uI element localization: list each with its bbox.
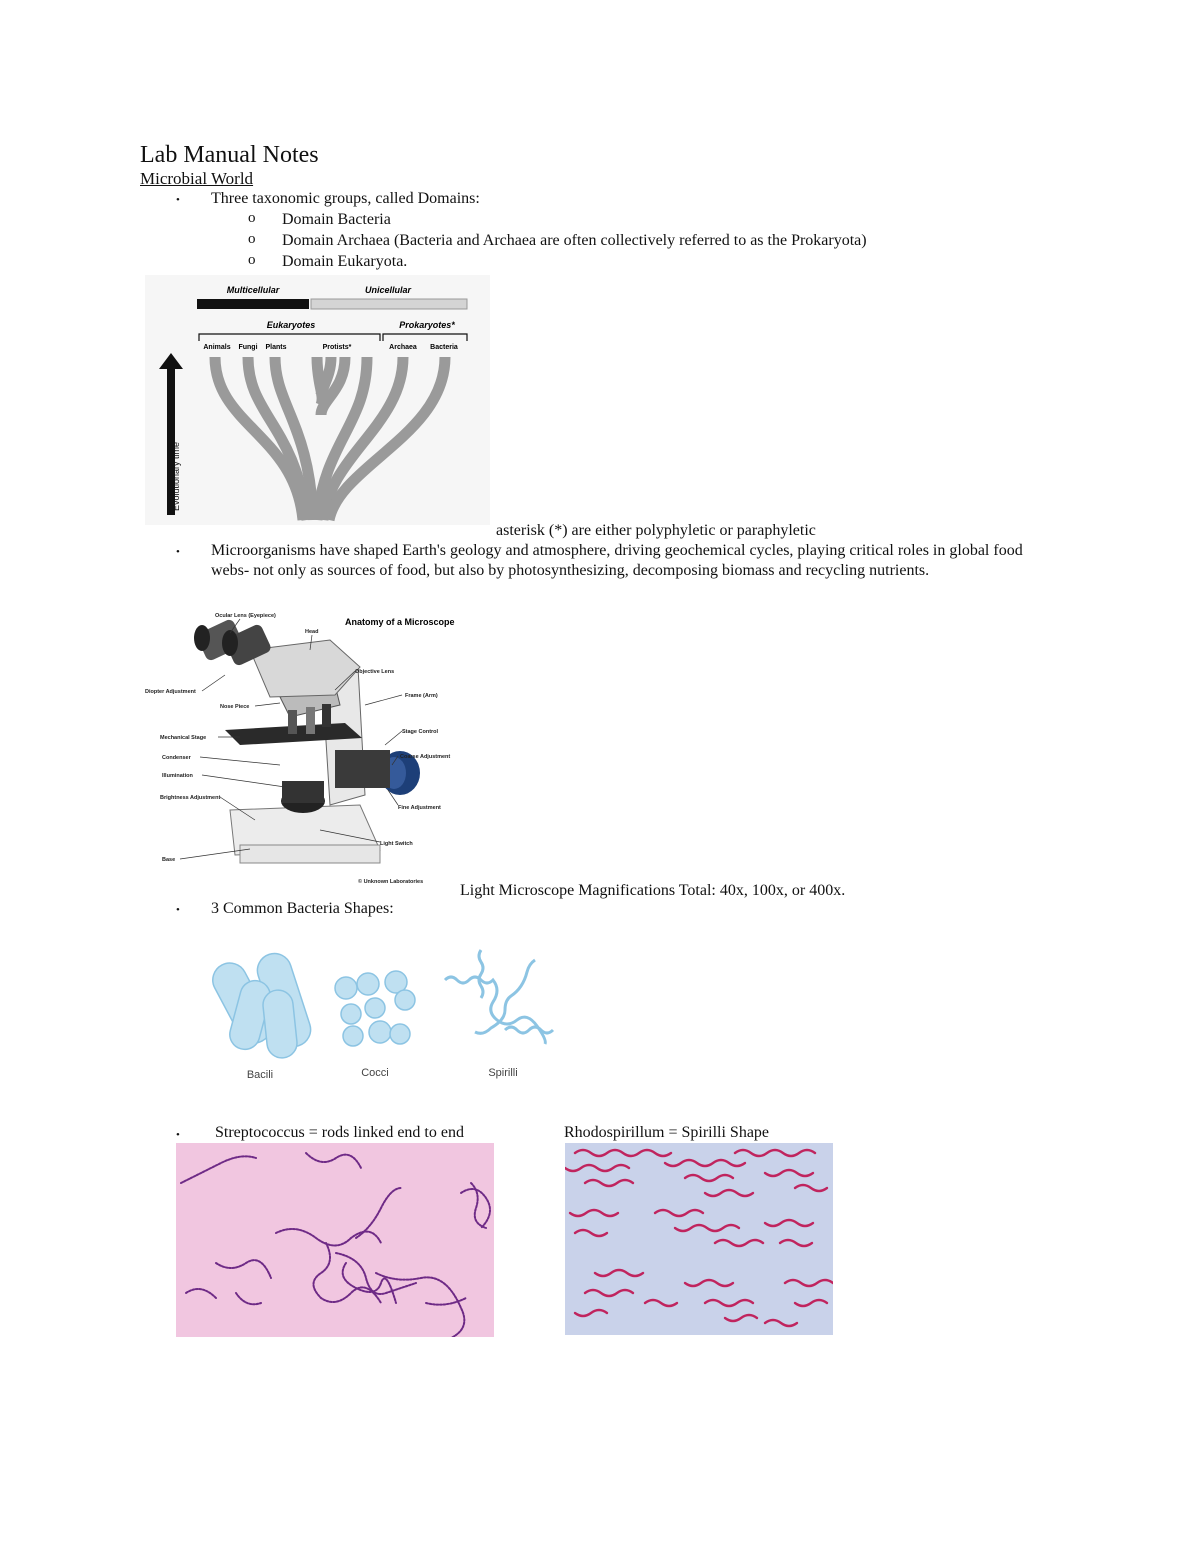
rhodospirillum-caption: Rhodospirillum = Spirilli Shape	[564, 1124, 770, 1141]
fungi-label: Fungi	[238, 344, 258, 351]
microscope-diagram	[130, 605, 460, 887]
eukaryotes-label: Eukaryotes	[266, 320, 316, 330]
label-stage-control: Stage Control	[402, 729, 439, 735]
label-light-switch: Light Switch	[380, 841, 413, 847]
microscope-credit: © Unknown Laboratories	[358, 879, 424, 885]
label-diopter: Diopter Adjustment	[145, 689, 196, 695]
label-illumination: Illumination	[162, 773, 193, 779]
label-brightness: Brightness Adjustment	[160, 795, 221, 801]
domains-bullet: Three taxonomic groups, called Domains:	[211, 190, 480, 207]
spirilli-label: Spirilli	[488, 1067, 518, 1079]
label-head: Head	[305, 629, 319, 635]
cocci-label: Cocci	[361, 1067, 389, 1079]
unicellular-label: Unicellular	[364, 285, 412, 295]
multicellular-label: Multicellular	[226, 285, 280, 295]
bullet-marker: •	[176, 1129, 180, 1141]
sub-marker: o	[248, 252, 256, 268]
page-title: Lab Manual Notes	[140, 142, 319, 168]
label-ocular: Ocular Lens (Eyepiece)	[215, 613, 276, 619]
domain-item: Domain Archaea (Bacteria and Archaea are often collectively referred to as the Prokaryota)	[282, 232, 867, 249]
bacilli-label: Bacili	[246, 1069, 274, 1081]
evolutionary-time-label: Evolutionary time	[171, 441, 181, 511]
section-heading: Microbial World	[140, 169, 254, 188]
tree-caption: asterisk (*) are either polyphyletic or paraphyletic	[496, 522, 816, 539]
magnification-note: Light Microscope Magnifications Total: 40x, 100x, or 400x.	[460, 882, 846, 899]
bullet-marker: •	[176, 546, 180, 558]
bacteria-shapes-diagram	[205, 940, 565, 1085]
shapes-bullet: 3 Common Bacteria Shapes:	[211, 900, 394, 917]
sub-marker: o	[248, 231, 256, 247]
label-mech-stage: Mechanical Stage	[160, 735, 207, 741]
label-nosepiece: Nose Piece	[220, 704, 250, 710]
archaea-label: Archaea	[389, 344, 417, 351]
bullet-marker: •	[176, 904, 180, 916]
streptococcus-caption: Streptococcus = rods linked end to end	[215, 1124, 464, 1141]
label-fine: Fine Adjustment	[398, 805, 441, 811]
label-frame: Frame (Arm)	[405, 693, 438, 699]
rhodospirillum-micrograph	[565, 1143, 833, 1335]
microorganisms-bullet: Microorganisms have shaped Earth's geology and atmosphere, driving geochemical cycles, playing critical roles in global food webs- not only as sources of food, but also by photosynthesizing, decomposing biomass and recycling nutrients.	[211, 542, 1023, 579]
animals-label: Animals	[203, 344, 231, 351]
bullet-marker: •	[176, 194, 180, 206]
label-base: Base	[162, 857, 176, 863]
streptococcus-micrograph	[176, 1143, 494, 1337]
microscope-heading: Anatomy of a Microscope	[345, 617, 455, 627]
plants-label: Plants	[265, 344, 287, 351]
bacteria-label: Bacteria	[430, 344, 458, 351]
label-objective: Objective Lens	[355, 669, 395, 675]
prokaryotes-label: Prokaryotes*	[399, 320, 455, 330]
sub-marker: o	[248, 210, 256, 226]
domain-item: Domain Bacteria	[282, 211, 391, 228]
label-coarse: Coarse Adjustment	[400, 754, 451, 760]
label-condenser: Condenser	[162, 755, 191, 761]
phylogeny-diagram	[145, 275, 490, 525]
domain-item: Domain Eukaryota.	[282, 253, 408, 270]
protists-label: Protists*	[322, 344, 352, 351]
